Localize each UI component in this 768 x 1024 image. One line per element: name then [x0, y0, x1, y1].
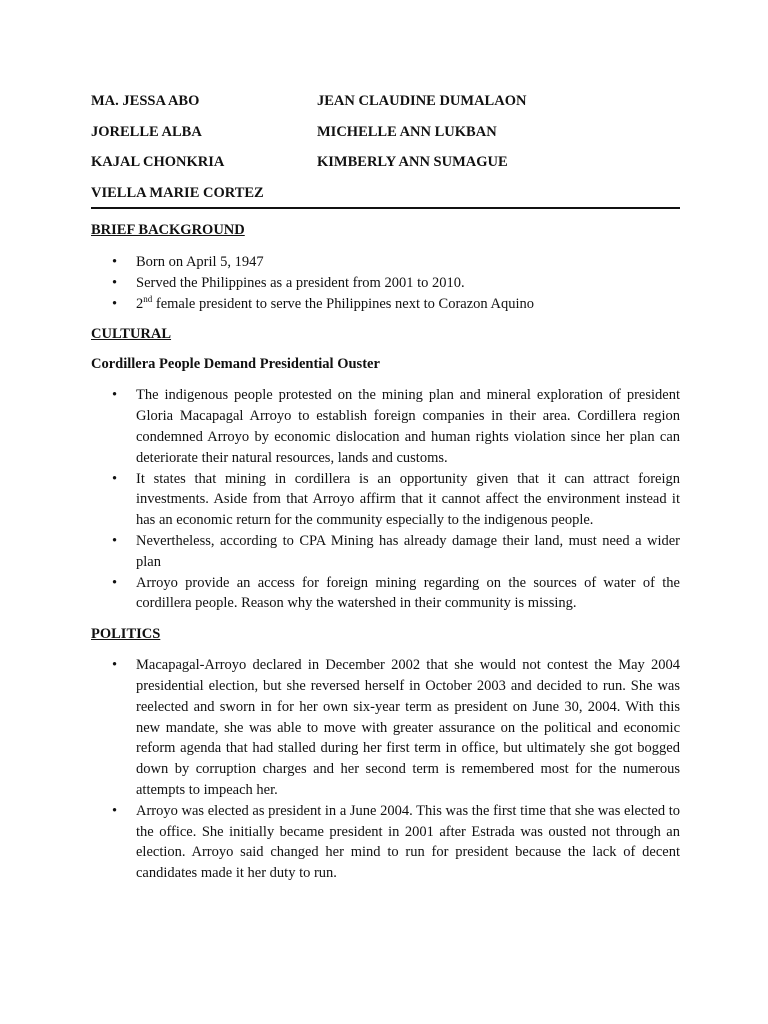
- list-item-text: Served the Philippines as a president from 2001 to 2010.: [136, 274, 465, 291]
- cultural-list: [91, 385, 680, 614]
- author-name: JORELLE ALBA: [91, 123, 202, 140]
- list-item-text: Arroyo provide an access for foreign mining regarding on the sources of water of the cordillera people. Reason why the watershed in their community is missing.: [136, 574, 680, 612]
- list-item-text: It states that mining in cordillera is an opportunity given that it can attract foreign investments. Aside from that Arroyo affirm that it cannot affect the environment instead it has an economic return for the community especially to the indigenous people.: [136, 470, 680, 529]
- author-name: JEAN CLAUDINE DUMALAON: [317, 93, 527, 109]
- author-name: KIMBERLY ANN SUMAGUE: [317, 154, 508, 170]
- author-row: [91, 93, 691, 124]
- author-row: [91, 154, 691, 185]
- document-body: [91, 220, 680, 884]
- bullet-icon: •: [112, 295, 118, 312]
- bullet-icon: •: [112, 657, 118, 674]
- author-name: VIELLA MARIE CORTEZ: [91, 184, 264, 201]
- ordinal-number: 2: [136, 295, 144, 312]
- list-item: [91, 385, 680, 468]
- section-heading-cultural: CULTURAL: [91, 326, 172, 343]
- list-item-text: female president to serve the Philippines next to Corazon Aquino: [152, 295, 535, 312]
- politics-list: [91, 655, 680, 884]
- background-list: [91, 252, 680, 314]
- list-item-text: The indigenous people protested on the mining plan and mineral exploration of president Gloria Macapagal Arroyo to establish foreign companies in their area. Cordillera region condemned Arroyo by economic dislocation and human rights violation since her plan can deteriorate their natural resources, lands and customs.: [136, 387, 680, 466]
- author-name: KAJAL CHONKRIA: [91, 154, 225, 170]
- section-subheading: Cordillera People Demand Presidential Ouster: [91, 356, 380, 373]
- bullet-icon: •: [112, 470, 118, 487]
- bullet-icon: •: [112, 387, 118, 404]
- author-list: [91, 93, 691, 215]
- list-item: [91, 252, 680, 273]
- list-item: [91, 294, 680, 315]
- list-item: [91, 469, 680, 531]
- author-name: MICHELLE ANN LUKBAN: [317, 123, 497, 140]
- horizontal-divider: [91, 207, 680, 209]
- list-item: [91, 573, 680, 615]
- list-item-text: Born on April 5, 1947: [136, 254, 264, 270]
- list-item-text: Nevertheless, according to CPA Mining has already damage their land, must need a wider plan: [136, 532, 680, 570]
- bullet-icon: •: [112, 254, 118, 270]
- bullet-icon: •: [112, 802, 118, 819]
- list-item: [91, 531, 680, 573]
- author-row: [91, 185, 691, 216]
- bullet-icon: •: [112, 574, 118, 591]
- list-item-text: Arroyo was elected as president in a June 2004. This was the first time that she was elected to the office. She initially became president in 2001 after Estrada was ousted not through an election. Arroyo said changed her mind to run for president because the lack of decent candidates made it her duty to run.: [136, 802, 680, 882]
- bullet-icon: •: [112, 532, 118, 549]
- section-heading-background: BRIEF BACKGROUND: [91, 222, 245, 238]
- list-item: [91, 273, 680, 294]
- author-name: MA. JESSA ABO: [91, 93, 200, 109]
- list-item: [91, 801, 680, 884]
- bullet-icon: •: [112, 274, 118, 291]
- ordinal-suffix: nd: [143, 293, 153, 304]
- list-item-text: Macapagal-Arroyo declared in December 2002 that she would not contest the May 2004 presidential election, but she reversed herself in October 2003 and decided to run. She was reelected and sworn in for her own six-year term as president on June 30, 2004. With this new mandate, she was able to move with greater assurance on the political and economic reform agenda that had stalled during her first term in office, but ultimately she got bogged down by corruption charges and her second term is remembered most for the numerous attempts to impeach her.: [136, 657, 680, 798]
- section-heading-politics: POLITICS: [91, 626, 161, 643]
- author-row: [91, 124, 691, 155]
- list-item: [91, 655, 680, 801]
